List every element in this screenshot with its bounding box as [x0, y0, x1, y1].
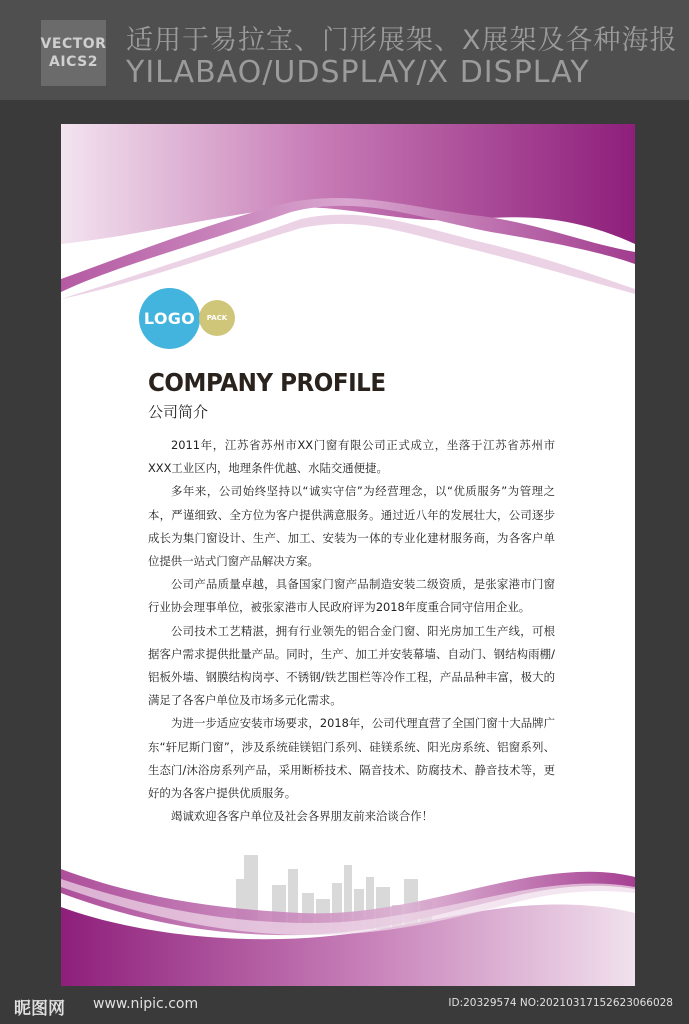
badge-line-2: AICS2 — [49, 54, 98, 70]
profile-paragraph: 多年来，公司始终坚持以“诚实守信”为经营理念，以“优质服务”为管理之本，严谨细致、全方位为客户提供满意服务。通过近八年的发展壮大，公司逐步成长为集门窗设计、生产、加工、安装为一体的专业化建材服务商，为各客户单位提供一站式门窗产品解决方案。 — [148, 484, 555, 569]
logo-text: LOGO — [143, 309, 196, 328]
profile-body — [148, 434, 555, 828]
company-profile-subtitle: 公司简介 — [148, 403, 209, 421]
site-logo: 昵图网 — [14, 999, 65, 1019]
bottom-wave-decoration — [61, 849, 635, 986]
header-bar — [0, 0, 689, 100]
profile-paragraph: 2011年，江苏省苏州市XX门窗有限公司正式成立，坐落于江苏省苏州市XXX工业区内，地理条件优越、水陆交通便捷。 — [148, 438, 555, 476]
profile-paragraph: 竭诚欢迎各客户单位及社会各界朋友前来洽谈合作！ — [171, 809, 433, 824]
site-url[interactable]: www.nipic.com — [93, 996, 199, 1012]
profile-paragraph: 公司技术工艺精湛，拥有行业领先的铝合金门窗、阳光房加工生产线，可根据客户需求提供批量产品。同时，生产、加工并安装幕墙、自动门、钢结构雨棚/铝板外墙、钢膜结构岗亭、不锈钢/铁艺围栏等冷作工程，产品品种丰富，极大的满足了各客户单位及市场多元化需求。 — [148, 623, 555, 708]
logo-circle — [139, 288, 200, 349]
image-id-text: ID:20329574 NO:20210317152623066028 — [448, 997, 673, 1009]
badge-line-1: VECTOR — [40, 36, 107, 52]
pack-text: PACK — [206, 314, 228, 322]
pack-circle — [199, 300, 235, 336]
poster — [61, 124, 635, 986]
company-profile-title: COMPANY PROFILE — [148, 368, 386, 397]
vector-badge — [41, 20, 106, 86]
profile-paragraph: 为进一步适应安装市场要求，2018年，公司代理直营了全国门窗十大品牌广东“轩尼斯门窗”，涉及系统硅镁铝门系列、硅镁系统、阳光房系统、铝窗系列、生态门/沐浴房系列产品，采用断桥技术、隔音技术、防腐技术、静音技术等，更好的为各客户提供优质服务。 — [148, 716, 555, 801]
profile-paragraph: 公司产品质量卓越，具备国家门窗产品制造安装二级资质，是张家港市门窗行业协会理事单位，被张家港市人民政府评为2018年度重合同守信用企业。 — [148, 577, 555, 615]
header-title-cn: 适用于易拉宝、门形展架、X展架及各种海报 — [126, 25, 678, 56]
top-wave-decoration — [61, 124, 635, 299]
header-title-en: YILABAO/UDSPLAY/X DISPLAY — [126, 55, 590, 90]
footer-bar — [0, 986, 689, 1024]
